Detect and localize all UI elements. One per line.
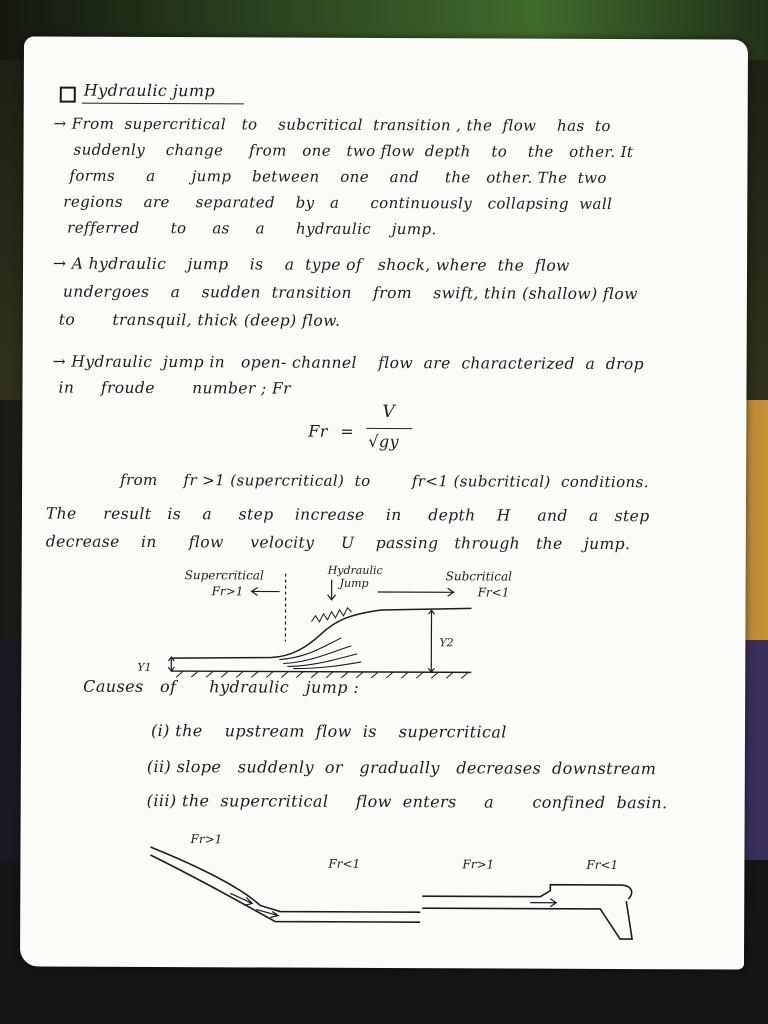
title-underline xyxy=(82,103,244,105)
diagram-y1-label: Y1 xyxy=(137,660,152,674)
left-fr-lt1-label: Fr<1 xyxy=(328,856,361,871)
right-fr-lt1-label: Fr<1 xyxy=(586,857,619,873)
checkbox-icon xyxy=(60,87,76,103)
para1-line2: suddenly change from one two flow depth to the other. It xyxy=(73,140,634,162)
diagram-fr-gt1-label: Fr>1 xyxy=(211,584,244,599)
diagram-supercritical-label: Supercritical xyxy=(184,568,264,583)
para4-line3: decrease in flow velocity U passing through the jump. xyxy=(45,532,631,554)
para4-line2: The result is a step increase in depth H and a step xyxy=(45,504,650,526)
formula-equals: = xyxy=(340,421,355,441)
left-fr-gt1-label: Fr>1 xyxy=(190,832,223,847)
para2-line3: to transquil, thick (deep) flow. xyxy=(58,310,341,330)
para3-line1: → Hydraulic jump in open- channel flow are characterized a drop xyxy=(52,352,645,374)
page-title: Hydraulic jump xyxy=(83,80,216,101)
right-fr-gt1-label: Fr>1 xyxy=(462,857,495,872)
diagram-hydraulic-label: Hydraulic xyxy=(327,563,383,577)
para1-line4: regions are separated by a continuously collapsing wall xyxy=(63,192,613,213)
cause-item-2: (ii) slope suddenly or gradually decreases downstream xyxy=(146,756,657,779)
cause-item-3: (iii) the supercritical flow enters a confined basin. xyxy=(146,790,668,813)
para2-line2: undergoes a sudden transition from swift, thin (shallow) flow xyxy=(62,282,638,304)
formula-lhs: Fr xyxy=(308,421,328,441)
notebook-page xyxy=(20,36,748,969)
para3-line2: in froude number ; Fr xyxy=(58,378,291,398)
formula-numerator: V xyxy=(382,401,396,423)
hydraulic-jump-diagram xyxy=(21,560,746,693)
diagram-fr-lt1-label: Fr<1 xyxy=(477,585,510,600)
para1-line1: → From supercritical to subcritical transition , the flow has to xyxy=(53,114,611,135)
causes-diagrams xyxy=(20,826,745,949)
para4-line1: from fr >1 (supercritical) to fr<1 (subcritical) conditions. xyxy=(120,470,649,492)
formula-denominator: √gy xyxy=(368,431,399,452)
diagram-subcritical-label: Subcritical xyxy=(445,569,513,584)
causes-title: Causes of hydraulic jump : xyxy=(83,676,360,697)
para2-line1: → A hydraulic jump is a type of shock, where the flow xyxy=(53,254,570,275)
cause-item-1: (i) the upstream flow is supercritical xyxy=(150,720,507,742)
para1-line3: forms a jump between one and the other. The two xyxy=(69,166,607,187)
diagram-y2-label: Y2 xyxy=(439,636,454,650)
para1-line5: refferred to as a hydraulic jump. xyxy=(67,218,437,239)
diagram-jump-label: Jump xyxy=(339,576,369,590)
fraction-bar xyxy=(366,428,412,429)
